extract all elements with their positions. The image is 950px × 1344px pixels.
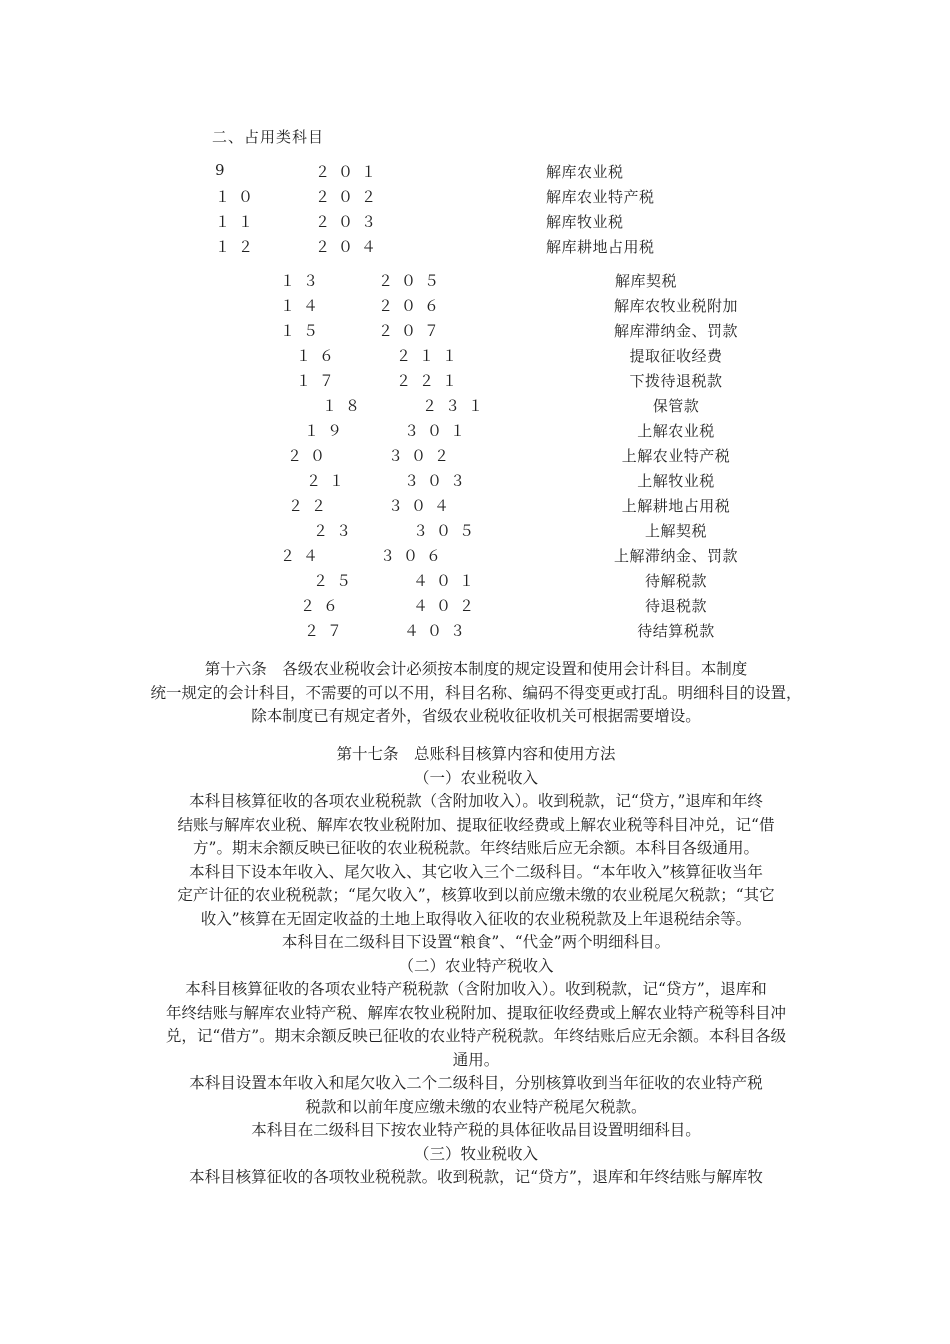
account-code: ４０１ xyxy=(413,572,483,590)
account-code: ４０２ xyxy=(413,597,483,615)
account-code: ２０１ xyxy=(315,163,385,181)
account-name: 提取征收经费 xyxy=(629,347,723,365)
account-name: 上解契税 xyxy=(644,522,708,540)
account-seq: １７ xyxy=(296,372,343,390)
account-seq: ２６ xyxy=(300,597,347,615)
body-line: 本科目下设本年收入、尾欠收入、其它收入三个二级科目。“本年收入”核算征收当年 xyxy=(189,862,763,881)
article-16-line: 统一规定的会计科目，不需要的可以不用，科目名称、编码不得变更或打乱。明细科目的设置， xyxy=(150,683,802,702)
account-code: ２０２ xyxy=(315,188,385,206)
account-code: ２０６ xyxy=(378,297,448,315)
body-line: 本科目在二级科目下按农业特产税的具体征收品目设置明细科目。 xyxy=(251,1121,701,1139)
account-name: 上解耕地占用税 xyxy=(621,497,731,515)
subsection-heading: （三）牧业税收入 xyxy=(413,1144,538,1163)
account-code: ２０５ xyxy=(378,272,448,290)
account-name: 解库耕地占用税 xyxy=(546,238,655,256)
account-code: ２２１ xyxy=(396,372,466,390)
account-name: 解库牧业税 xyxy=(546,213,624,231)
account-name: 解库农牧业税附加 xyxy=(613,297,739,315)
body-line: 年终结账与解库农业特产税、解库农牧业税附加、提取征收经费或上解农业特产税等科目冲 xyxy=(165,1003,786,1022)
account-name: 上解农业特产税 xyxy=(621,447,731,465)
account-code: ３０４ xyxy=(388,497,458,515)
account-name: 待解税款 xyxy=(644,572,708,590)
article-17-title: 第十七条 总账科目核算内容和使用方法 xyxy=(336,745,616,763)
article-16-line: 除本制度已有规定者外，省级农业税收征收机关可根据需要增设。 xyxy=(251,707,701,725)
account-code: ２０７ xyxy=(378,322,448,340)
body-line: 本科目核算征收的各项牧业税税款。收到税款，记“贷方”，退库和年终结账与解库牧 xyxy=(189,1168,763,1186)
account-name: 解库契税 xyxy=(614,272,678,290)
account-seq: １９ xyxy=(304,422,351,440)
account-seq: ２７ xyxy=(304,622,351,640)
article-16 xyxy=(140,658,812,729)
body-line: 本科目在二级科目下设置“粮食”、“代金”两个明细科目。 xyxy=(281,933,671,951)
body-line: 通用。 xyxy=(452,1050,500,1069)
account-seq: １１ xyxy=(215,213,262,231)
body-line: 本科目核算征收的各项农业特产税税款（含附加收入）。收到税款，记“贷方”，退库和 xyxy=(185,980,767,998)
subsection-heading: （二）农业特产税收入 xyxy=(398,956,554,975)
subsection-heading: （一）农业税收入 xyxy=(413,768,538,787)
account-code: ３０６ xyxy=(380,547,450,565)
account-name: 解库农业特产税 xyxy=(546,188,655,206)
account-seq: １８ xyxy=(322,397,369,415)
account-name: 解库农业税 xyxy=(546,163,624,181)
account-code: ３０５ xyxy=(413,522,483,540)
account-seq: ２５ xyxy=(313,572,360,590)
account-name: 待退税款 xyxy=(644,597,708,615)
account-seq: １４ xyxy=(280,297,327,315)
account-seq: １２ xyxy=(215,238,262,256)
account-seq: １３ xyxy=(280,272,327,290)
article-17-body xyxy=(140,743,812,1190)
account-seq: １６ xyxy=(296,347,343,365)
account-seq: ２４ xyxy=(280,547,327,565)
account-code: ２０３ xyxy=(315,213,385,231)
account-seq: ２０ xyxy=(287,447,334,465)
body-line: 定产计征的农业税税款；“尾欠收入”，核算收到以前应缴未缴的农业税尾欠税款；“其它 xyxy=(177,886,775,904)
account-name: 待结算税款 xyxy=(637,622,715,640)
account-code: ２３１ xyxy=(422,397,492,415)
account-code: ４０３ xyxy=(404,622,474,640)
account-code: ３０３ xyxy=(404,472,474,490)
account-code: ２１１ xyxy=(396,347,466,365)
account-name: 解库滞纳金、罚款 xyxy=(613,322,739,340)
body-line: 收入”核算在无固定收益的土地上取得收入征收的农业税税款及上年退税结余等。 xyxy=(200,909,752,928)
body-line: 本科目核算征收的各项农业税税款（含附加收入）。收到税款，记“贷方，”退库和年终 xyxy=(189,792,763,810)
article-16-line: 第十六条 各级农业税收会计必须按本制度的规定设置和使用会计科目。本制度 xyxy=(204,660,748,678)
body-line: 税款和以前年度应缴未缴的农业特产税尾欠税款。 xyxy=(305,1097,647,1116)
account-seq: 9 xyxy=(215,161,233,179)
account-code: ２０４ xyxy=(315,238,385,256)
account-code: ３０１ xyxy=(404,422,474,440)
body-line: 方”。期末余额反映已征收的农业税税款。年终结账后应无余额。本科目各级通用。 xyxy=(193,839,759,857)
account-seq: ２２ xyxy=(288,497,335,515)
account-name: 上解牧业税 xyxy=(637,472,715,490)
account-name: 上解农业税 xyxy=(637,422,715,440)
body-line: 本科目设置本年收入和尾欠收入二个二级科目，分别核算收到当年征收的农业特产税 xyxy=(189,1074,763,1092)
body-line: 结账与解库农业税、解库农牧业税附加、提取征收经费或上解农业税等科目冲兑，记“借 xyxy=(177,815,775,834)
account-code: ３０２ xyxy=(388,447,458,465)
body-line: 兑，记“借方”。期末余额反映已征收的农业特产税税款。年终结账后应无余额。本科目各级 xyxy=(165,1027,787,1045)
account-seq: １０ xyxy=(215,188,262,206)
account-seq: １５ xyxy=(280,322,327,340)
account-seq: ２１ xyxy=(306,472,353,490)
account-seq: ２３ xyxy=(313,522,360,540)
section-title: 二、占用类科目 xyxy=(212,128,325,146)
account-name: 上解滞纳金、罚款 xyxy=(613,547,739,565)
account-name: 下拨待退税款 xyxy=(629,372,723,390)
account-name: 保管款 xyxy=(652,397,700,415)
